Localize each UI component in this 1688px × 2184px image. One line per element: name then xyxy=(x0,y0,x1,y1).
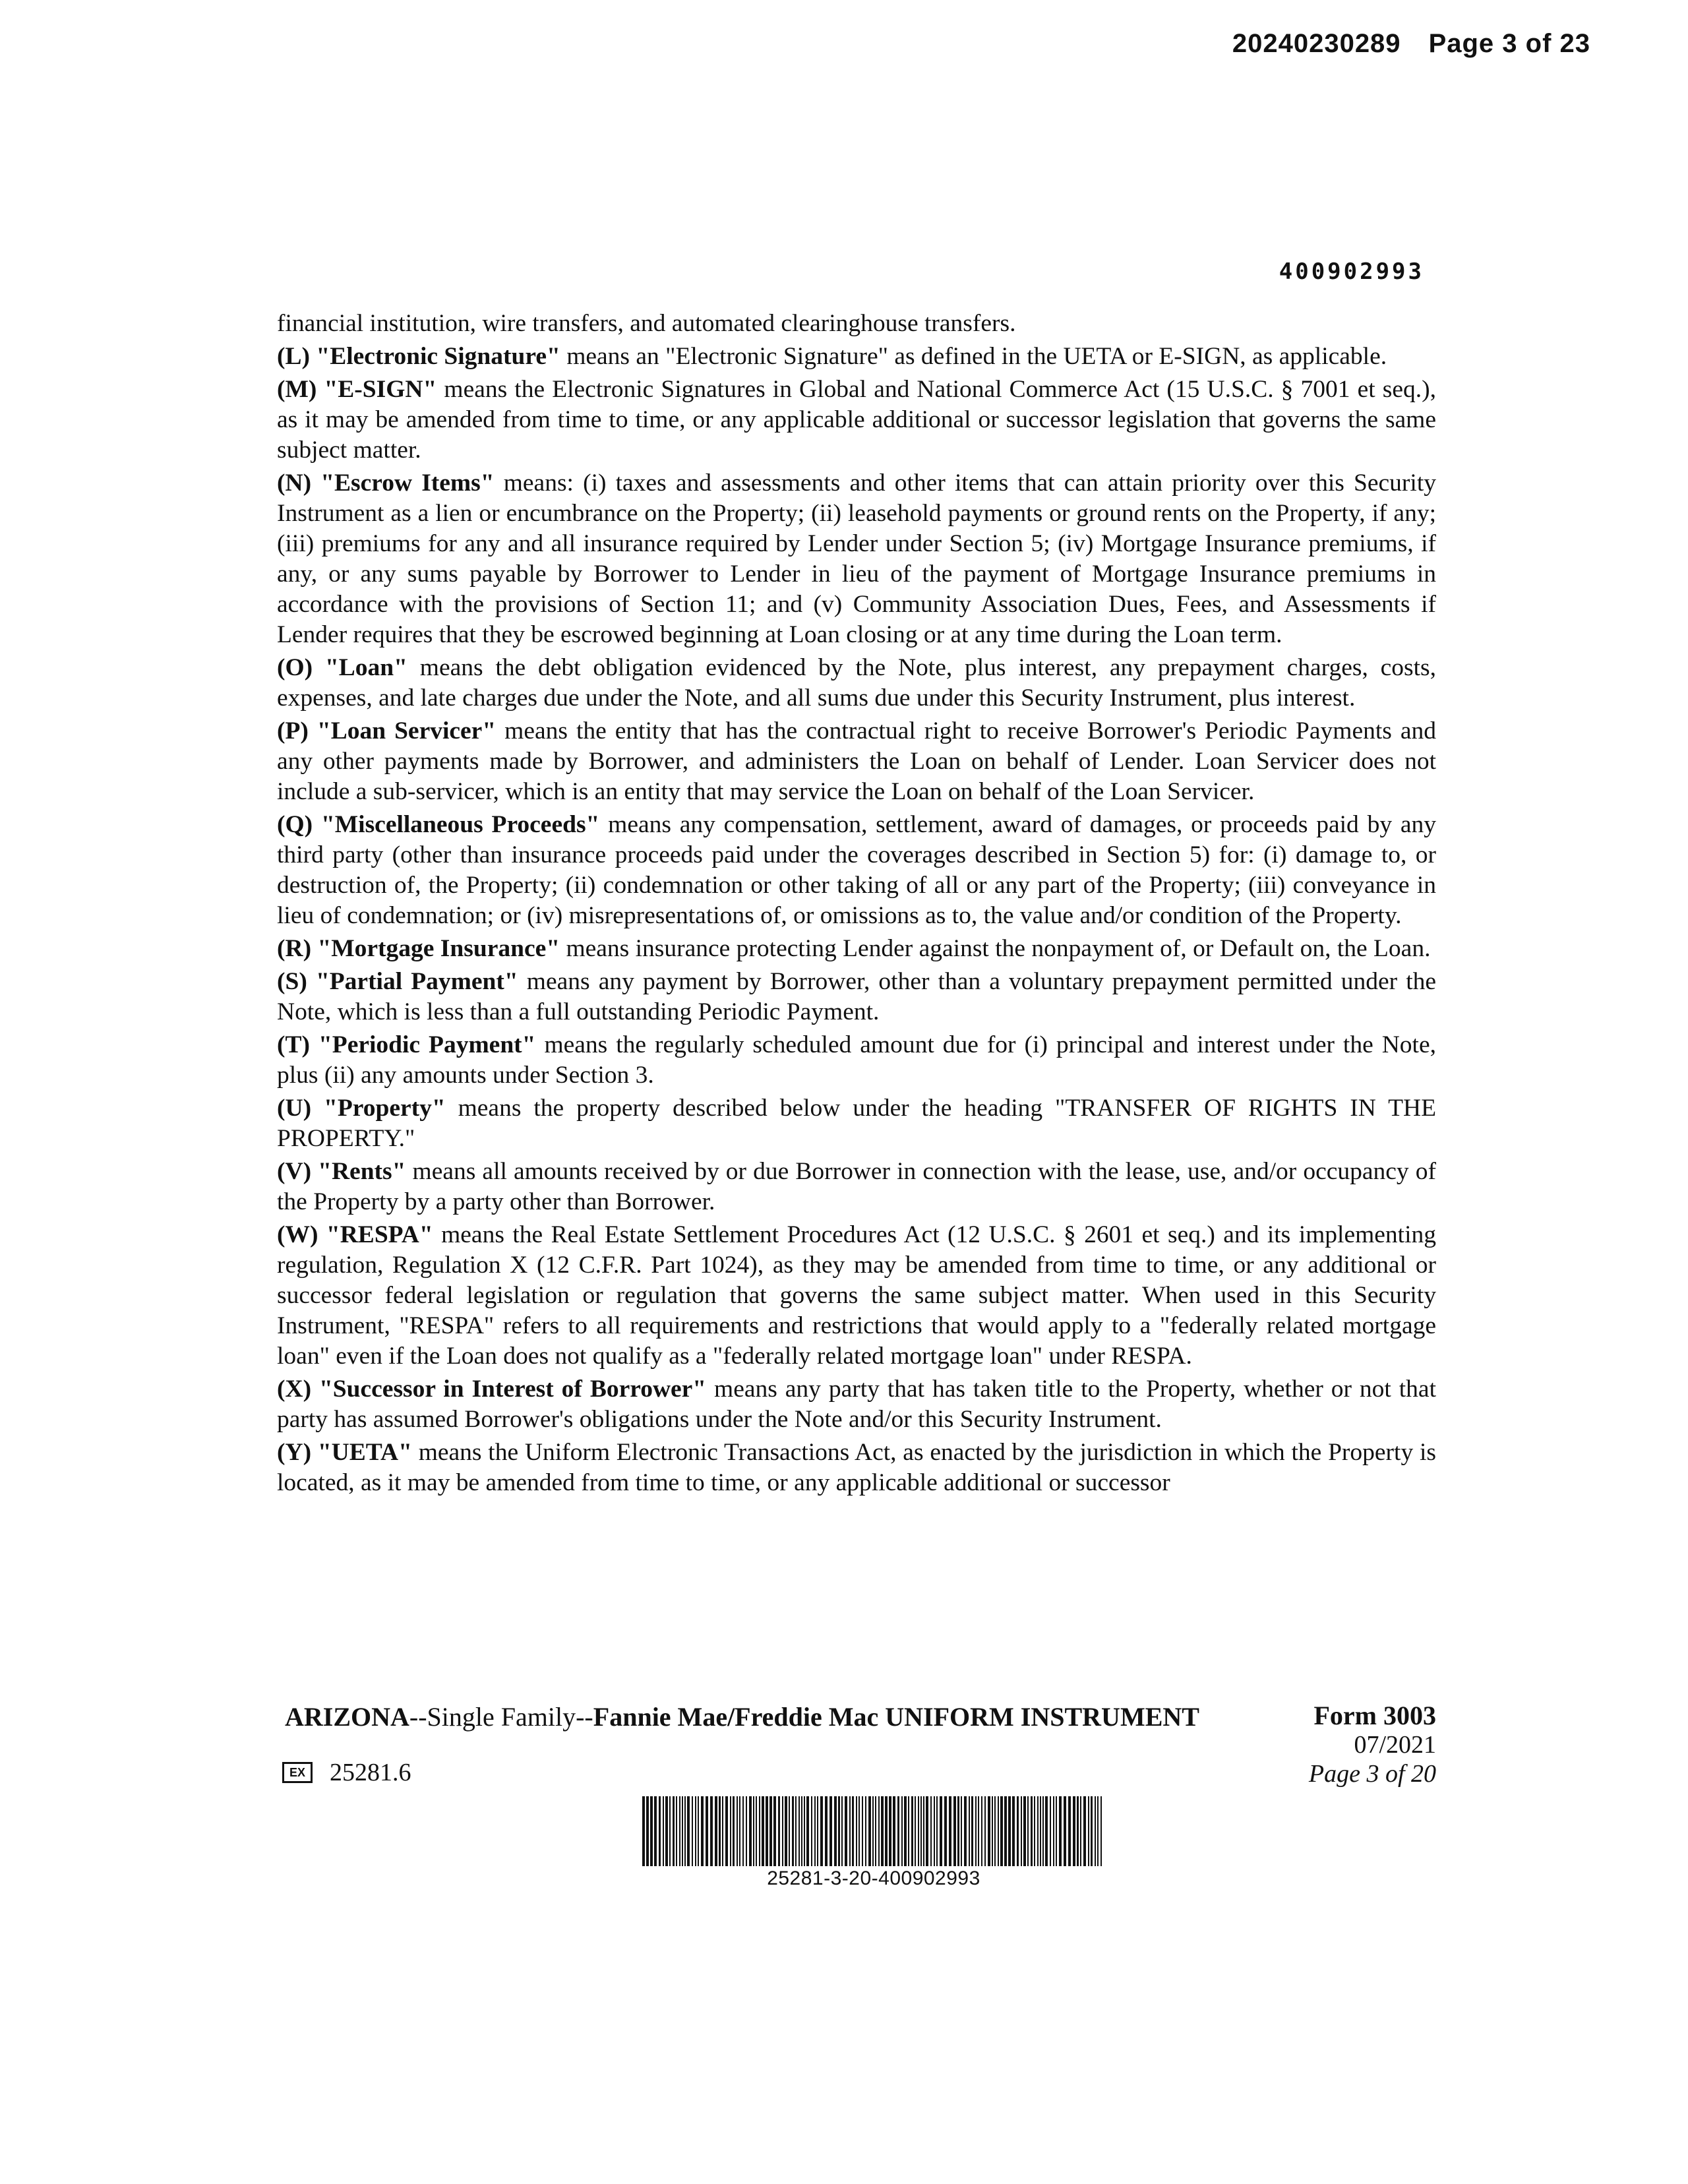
page-header xyxy=(1232,29,1590,59)
definition-label: (Q) xyxy=(277,811,313,838)
definition-label: (N) xyxy=(277,470,312,497)
footer-separator: --Single Family-- xyxy=(409,1702,593,1732)
definition-N xyxy=(277,468,1436,650)
definition-text: means any payment by Borrower, other than a voluntary prepayment permitted under the Note, which is less than a full outstanding Periodic Payment. xyxy=(277,968,1437,1025)
definition-label: (M) xyxy=(277,376,317,403)
definition-term: "RESPA" xyxy=(326,1221,433,1248)
definition-text: financial institution, wire transfers, and automated clearinghouse transfers. xyxy=(277,310,1016,337)
definition-text: means the entity that has the contractual right to receive Borrower's Periodic Payments and any other payments made by Borrower, and administers the Loan on behalf of Lender. Loan Servicer does not include a sub-servicer, which is an entity that may service the Loan on behalf of the Loan Servicer. xyxy=(277,717,1436,805)
definition-V xyxy=(277,1157,1436,1217)
definition-term: "Miscellaneous Proceeds" xyxy=(320,811,600,838)
page-indicator: Page 3 of 23 xyxy=(1428,29,1590,58)
document-code xyxy=(282,1758,411,1787)
definition-W xyxy=(277,1220,1436,1372)
definition-term: "Property" xyxy=(324,1095,446,1122)
definition-X xyxy=(277,1374,1436,1435)
definition-text: means the property described below under the heading "TRANSFER OF RIGHTS IN THE PROPERTY." xyxy=(277,1095,1436,1152)
definition-P xyxy=(277,716,1436,807)
definition-label: (V) xyxy=(277,1158,312,1185)
definition-label: (U) xyxy=(277,1095,312,1122)
definition-term: "UETA" xyxy=(317,1439,412,1466)
definition-text: means the Electronic Signatures in Global and National Commerce Act (15 U.S.C. § 7001 et seq.), as it may be amended from time to time, or any applicable additional or successor legislation that governs the same subject matter. xyxy=(277,376,1436,464)
footer-state: ARIZONA xyxy=(285,1702,409,1732)
document-code-text: 25281.6 xyxy=(330,1759,411,1786)
loan-number: 400902993 xyxy=(1279,258,1424,285)
definition-term: "Escrow Items" xyxy=(320,470,495,497)
definition-Q xyxy=(277,810,1436,931)
footer-instrument: Fannie Mae/Freddie Mac UNIFORM INSTRUMENT xyxy=(593,1702,1199,1732)
definition-text: means an "Electronic Signature" as defined in the UETA or E-SIGN, as applicable. xyxy=(560,343,1387,370)
definition-R xyxy=(277,934,1436,964)
form-page: Page 3 of 20 xyxy=(1308,1760,1436,1788)
definition-term: "Rents" xyxy=(318,1158,406,1185)
definition-label: (T) xyxy=(277,1031,310,1058)
definition-term: "Periodic Payment" xyxy=(318,1031,536,1058)
definition-label: (W) xyxy=(277,1221,318,1248)
definition-label: (X) xyxy=(277,1376,312,1403)
barcode-icon xyxy=(640,1796,1108,1866)
definition-T xyxy=(277,1030,1436,1091)
form-info xyxy=(1309,1701,1436,1788)
definition-term: "E-SIGN" xyxy=(324,376,437,403)
definition-text: means insurance protecting Lender against the nonpayment of, or Default on, the Loan. xyxy=(560,935,1431,962)
definition-text: means the Uniform Electronic Transactions Act, as enacted by the jurisdiction in which the Property is located, as it may be amended from time to time, or any applicable additional or successor xyxy=(277,1439,1437,1496)
definition-term: "Mortgage Insurance" xyxy=(317,935,560,962)
definitions-list xyxy=(277,309,1436,1501)
document-number: 20240230289 xyxy=(1232,29,1401,58)
ex-icon: EX xyxy=(282,1762,313,1783)
definition-label: (O) xyxy=(277,654,313,681)
definition-text: means the Real Estate Settlement Procedures Act (12 U.S.C. § 2601 et seq.) and its implementing regulation, Regulation X (12 C.F.R. Part 1024), as they may be amended from time to time, or any additional or successor federal legislation or regulation that governs the same subject matter. When used in this Security Instrument, "RESPA" refers to all requirements and restrictions that would apply to a "federally related mortgage loan" even if the Loan does not qualify as a "federally related mortgage loan" under RESPA. xyxy=(277,1221,1436,1370)
definition-text: means the debt obligation evidenced by the Note, plus interest, any prepayment charges, costs, expenses, and late charges due under the Note, and all sums due under this Security Instrument, plus interest. xyxy=(277,654,1437,712)
definition-label: (S) xyxy=(277,968,307,995)
definition-Y xyxy=(277,1438,1436,1498)
definition-L xyxy=(277,342,1436,372)
definition-term: "Loan" xyxy=(324,654,407,681)
definition-text: means any party that has taken title to the Property, whether or not that party has assumed Borrower's obligations under the Note and/or this Security Instrument. xyxy=(277,1376,1436,1433)
definition-label: (Y) xyxy=(277,1439,312,1466)
definition-label: (R) xyxy=(277,935,312,962)
form-date: 07/2021 xyxy=(1354,1731,1436,1759)
form-number: Form 3003 xyxy=(1313,1701,1436,1730)
definition-O xyxy=(277,653,1436,713)
definition-label: (P) xyxy=(277,717,309,744)
definition-M xyxy=(277,375,1436,466)
definition-term: "Electronic Signature" xyxy=(316,343,560,370)
definition-term: "Partial Payment" xyxy=(315,968,518,995)
barcode-block xyxy=(640,1796,1108,1890)
definition-cont xyxy=(277,309,1436,339)
definition-term: "Loan Servicer" xyxy=(316,717,497,744)
footer-instrument-title xyxy=(285,1701,1199,1732)
definition-text: means all amounts received by or due Borrower in connection with the lease, use, and/or occupancy of the Property by a party other than Borrower. xyxy=(277,1158,1436,1215)
definition-S xyxy=(277,967,1436,1027)
definition-text: means any compensation, settlement, award of damages, or proceeds paid by any third party (other than insurance proceeds paid under the coverages described in Section 5) for: (i) damage to, or destruction of, the Property; (ii) condemnation or other taking of all or any part of the Property; (iii) conveyance in lieu of condemnation; or (iv) misrepresentations of, or omissions as to, the value and/or condition of the Property. xyxy=(277,811,1436,929)
definition-text: means: (i) taxes and assessments and other items that can attain priority over this Security Instrument as a lien or encumbrance on the Property; (ii) leasehold payments or ground rents on the Property, if any; (iii) premiums for any and all insurance required by Lender under Section 5; (iv) Mortgage Insurance premiums, if any, or any sums payable by Borrower to Lender in lieu of the payment of Mortgage Insurance premiums in accordance with the provisions of Section 11; and (v) Community Association Dues, Fees, and Assessments if Lender requires that they be escrowed beginning at Loan closing or at any time during the Loan term. xyxy=(277,470,1436,648)
definition-term: "Successor in Interest of Borrower" xyxy=(318,1376,707,1403)
definition-text: means the regularly scheduled amount due for (i) principal and interest under the Note, plus (ii) any amounts under Section 3. xyxy=(277,1031,1436,1089)
definition-label: (L) xyxy=(277,343,310,370)
barcode-text: 25281-3-20-400902993 xyxy=(767,1867,980,1889)
definition-U xyxy=(277,1093,1436,1154)
